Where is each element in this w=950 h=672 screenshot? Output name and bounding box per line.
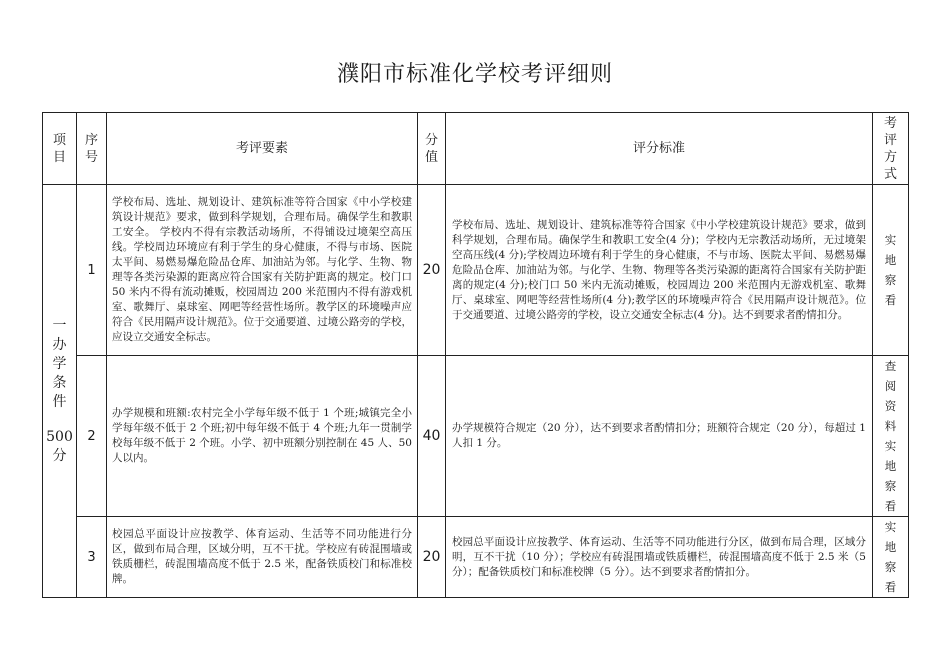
header-score [418,113,446,185]
header-item-label: 项 目 [52,132,66,165]
header-row [43,113,909,185]
row-score: 40 [418,356,446,517]
row-criteria: 学校布局、选址、规划设计、建筑标准等符合国家《中小学校建筑设计规范》要求，做到科学规划，合理布局。确保学生和教职工安全(4 分)；学校内无宗教活动场所，无过境架空高压线(4 分);学校周边环境有利于学生的身心健康，不与市场、医院太平间、易燃易爆危险品仓库、加油站为邻。与化学、生物、物理等各类污染源的距离符合国家有关防护距离的规定(4 分);校门口 50 米内无流动摊贩，校园周边 200 米范围内无游戏机室、歌舞厅、桌球室、网吧等经营性场所(4 分);教学区的环境噪声符合《民用隔声设计规范》。位于交通要道、过境公路旁的学校，设立交通安全标志(4 分)。达不到要求者酌情扣分。 [446,185,873,356]
header-criteria: 评分标准 [446,113,873,185]
table-row [43,185,909,356]
table-row [43,517,909,598]
header-elements: 考评要素 [107,113,418,185]
row-score: 20 [418,185,446,356]
category-points: 500分 [46,428,73,464]
category-name: 一 办 学 条 件 [52,317,67,410]
row-method-label: 实 地 察 看 [884,520,897,594]
row-criteria: 校园总平面设计应按教学、体育运动、生活等不同功能进行分区，做到布局合理，区域分明，互不干扰（10 分）；学校应有砖混围墙或铁质栅栏，砖混围墙高度不低于 2.5 米（5 分）；配备铁质校门和标准校牌（5 分）。达不到要求者酌情扣分。 [446,517,873,598]
header-score-label: 分 值 [424,132,438,165]
header-method-label: 考 评 方 式 [883,115,897,182]
row-method [873,185,909,356]
row-score: 20 [418,517,446,598]
table-row [43,356,909,517]
row-method-label: 查 阅 资 料 实 地 察 看 [884,359,897,513]
evaluation-table [42,112,909,598]
row-criteria: 办学规模符合规定（20 分），达不到要求者酌情扣分；班额符合规定（20 分），每超过 1 人扣 1 分。 [446,356,873,517]
row-elements: 办学规模和班额:农村完全小学每年级不低于 1 个班;城镇完全小学每年级不低于 2 个班;初中每年级不低于 4 个班;九年一贯制学校每年级不低于 2 个班。小学、初中班额分别控制在 45 人、50 人以内。 [107,356,418,517]
row-method [873,517,909,598]
header-seq [77,113,107,185]
header-method [873,113,909,185]
row-method [873,356,909,517]
header-item [43,113,77,185]
row-elements: 校园总平面设计应按教学、体育运动、生活等不同功能进行分区，做到布局合理，区域分明，互不干扰。学校应有砖混围墙或铁质栅栏，砖混围墙高度不低于 2.5 米，配备铁质校门和标准校牌。 [107,517,418,598]
row-seq: 3 [77,517,107,598]
row-elements: 学校布局、选址、规划设计、建筑标准等符合国家《中小学校建筑设计规范》要求，做到科学规划，合理布局。确保学生和教职工安全。 学校内不得有宗教活动场所，不得铺设过境架空高压线。学校周边环境应有利于学生的身心健康，不得与市场、医院太平间、易燃易爆危险品仓库、加油站为邻。与化学、生物、物理等各类污染源的距离应符合国家有关防护距离的规定。校门口 50 米内不得有流动摊贩，校园周边 200 米范围内不得有游戏机室、歌舞厅、桌球室、网吧等经营性场所。教学区的环境噪声应符合《民用隔声设计规范》。位于交通要道、过境公路旁的学校，应设立交通安全标志。 [107,185,418,356]
header-seq-label: 序 号 [84,132,98,165]
row-seq: 1 [77,185,107,356]
row-method-label: 实 地 察 看 [884,233,897,307]
page-title: 濮阳市标准化学校考评细则 [336,62,613,87]
row-seq: 2 [77,356,107,517]
category-cell [43,185,77,598]
